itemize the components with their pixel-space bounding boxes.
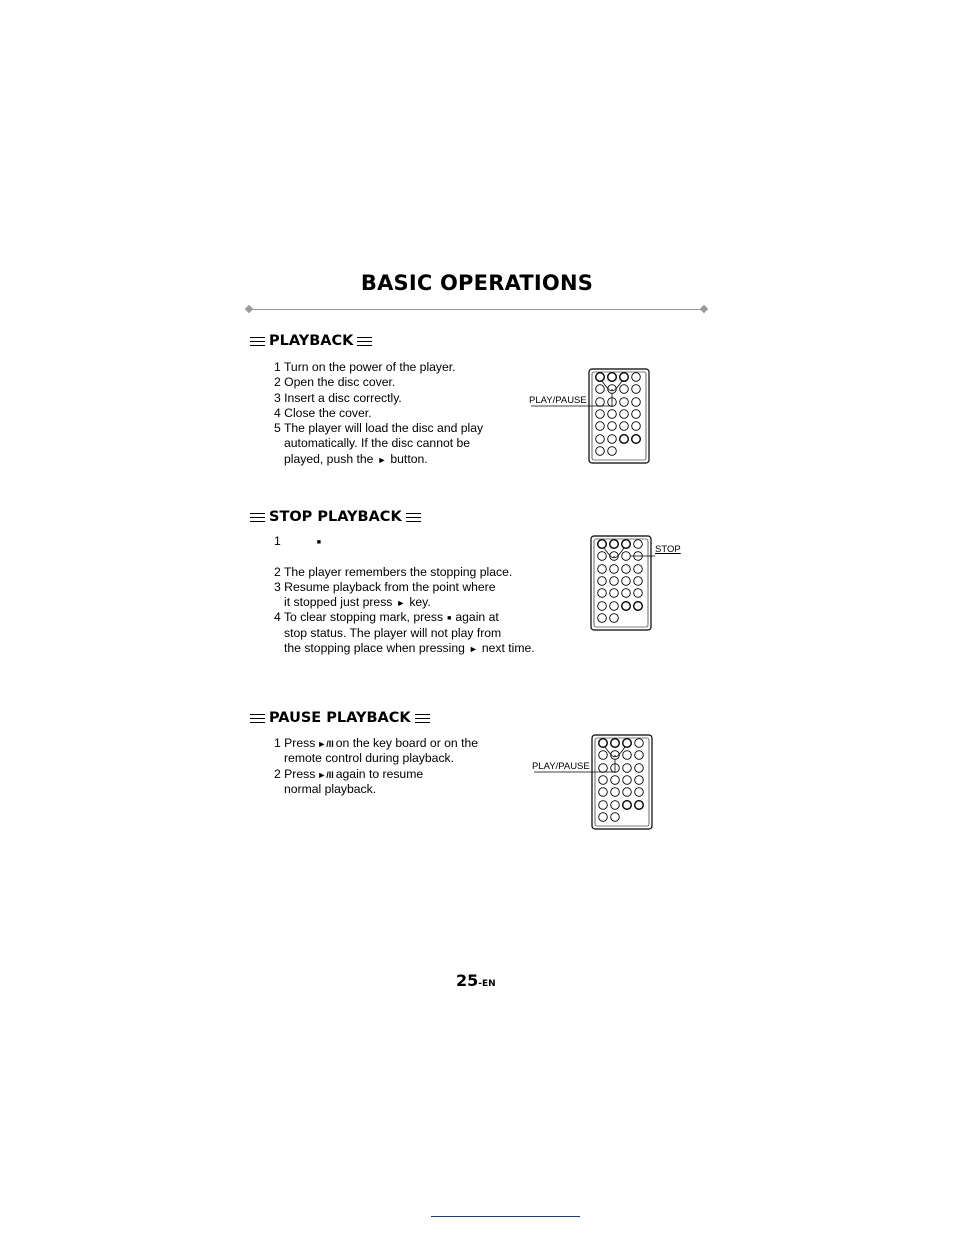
- remote-key: [611, 788, 620, 797]
- remote-key: [634, 602, 643, 611]
- remote-key: [596, 447, 605, 456]
- remote-key: [622, 589, 631, 598]
- remote-key: [622, 577, 631, 586]
- remote-key: [623, 764, 632, 773]
- remote-key: [620, 385, 629, 394]
- remote-key: [599, 801, 608, 810]
- remote-key: [608, 447, 617, 456]
- remote-key: [599, 751, 608, 760]
- remote-key: [634, 577, 643, 586]
- remote-key: [599, 764, 608, 773]
- remote-key: [596, 398, 605, 407]
- step-text: again at: [455, 610, 499, 625]
- remote-key: [623, 739, 632, 748]
- remote-key: [599, 813, 608, 822]
- page-title: BASIC OPERATIONS: [360, 271, 594, 295]
- remote-key: [610, 602, 619, 611]
- step-text: 1 Turn on the power of the player.: [274, 360, 456, 374]
- remote-key: [596, 373, 605, 382]
- remote-key: [596, 422, 605, 431]
- remote-key: [608, 422, 617, 431]
- step-text: next time.: [481, 641, 535, 656]
- step-text: 2 Open the disc cover.: [274, 375, 396, 390]
- step-text: remote control during playback.: [284, 751, 455, 766]
- step-line: [274, 767, 478, 782]
- step-line: [274, 610, 535, 625]
- remote-key: [611, 801, 620, 810]
- remote-key: [635, 751, 644, 760]
- remote-control-illustration: [531, 533, 655, 633]
- step-text: 1 Press: [274, 736, 316, 750]
- remote-key: [622, 540, 631, 549]
- remote-key: [610, 577, 619, 586]
- remote-key: [608, 410, 617, 419]
- section-heading-stop-playback: [250, 507, 421, 527]
- callout-label: PLAY/PAUSE: [529, 395, 587, 406]
- remote-key: [632, 422, 641, 431]
- menu-lines-icon: [415, 713, 430, 723]
- step-text: 4 Close the cover.: [274, 405, 372, 420]
- remote-key: [596, 385, 605, 394]
- step-text: 1: [274, 534, 281, 548]
- remote-key: [620, 422, 629, 431]
- step-text: 4 To clear stopping mark, press: [274, 610, 444, 625]
- menu-lines-icon: [250, 512, 265, 522]
- remote-key: [635, 801, 644, 810]
- menu-lines-icon: [357, 336, 372, 346]
- remote-key: [632, 385, 641, 394]
- step-text: button.: [390, 451, 428, 466]
- page-number-suffix: -EN: [478, 979, 496, 989]
- step-text: key.: [409, 595, 431, 610]
- step-line: [274, 736, 478, 751]
- remote-key: [623, 751, 632, 760]
- remote-key: [634, 540, 643, 549]
- step-text: normal playback.: [284, 781, 377, 796]
- remote-key: [622, 565, 631, 574]
- step-text: automatically. If the disc cannot be: [284, 436, 471, 451]
- remote-key: [599, 739, 608, 748]
- remote-key: [598, 552, 607, 561]
- remote-key: [620, 410, 629, 419]
- remote-key: [632, 398, 641, 407]
- play-pause-icon: ►/II: [317, 739, 334, 749]
- remote-key: [635, 764, 644, 773]
- section-heading-text: PLAYBACK: [269, 333, 354, 349]
- remote-control-illustration: [529, 366, 653, 466]
- step-text: 3 Insert a disc correctly.: [274, 390, 402, 405]
- play-pause-icon: ►/II: [317, 769, 334, 780]
- remote-key: [598, 589, 607, 598]
- page-number: [456, 971, 496, 990]
- remote-key: [635, 788, 644, 797]
- remote-key: [611, 813, 620, 822]
- step-line: [274, 534, 535, 549]
- spacer: [274, 549, 535, 564]
- remote-key: [599, 776, 608, 785]
- remote-key: [608, 373, 617, 382]
- remote-key: [608, 435, 617, 444]
- remote-key: [622, 552, 631, 561]
- stop-icon: ■: [316, 539, 322, 546]
- remote-key: [611, 739, 620, 748]
- remote-key: [598, 577, 607, 586]
- remote-key: [623, 801, 632, 810]
- step-line: [274, 452, 483, 467]
- play-icon: ►: [396, 598, 406, 609]
- pause-playback-steps: [274, 736, 478, 797]
- remote-key: [598, 540, 607, 549]
- stop-icon: ■: [447, 615, 452, 623]
- step-text: it stopped just press: [284, 595, 393, 610]
- step-text: 2 The player remembers the stopping place.: [274, 564, 513, 579]
- remote-control-illustration: [532, 732, 656, 832]
- step-text: stop status. The player will not play from: [284, 625, 502, 640]
- callout-label: PLAY/PAUSE: [532, 761, 590, 772]
- remote-key: [596, 410, 605, 419]
- remote-key: [598, 614, 607, 623]
- step-line: [274, 595, 535, 610]
- divider-diamond-right: [700, 305, 708, 313]
- remote-key: [620, 373, 629, 382]
- remote-key: [596, 435, 605, 444]
- divider-diamond-left: [245, 305, 253, 313]
- remote-key: [632, 373, 641, 382]
- remote-key: [635, 776, 644, 785]
- play-icon: ►: [468, 644, 478, 655]
- remote-key: [634, 589, 643, 598]
- remote-key: [632, 435, 641, 444]
- remote-key: [620, 435, 629, 444]
- remote-key: [599, 788, 608, 797]
- remote-key: [610, 565, 619, 574]
- section-heading-playback: [250, 331, 372, 351]
- step-text: again to resume: [335, 766, 424, 781]
- remote-key: [623, 788, 632, 797]
- step-text: 2 Press: [274, 766, 316, 781]
- play-icon: ►: [377, 454, 387, 465]
- remote-key: [620, 398, 629, 407]
- step-line: [274, 641, 535, 656]
- callout-label: STOP: [655, 544, 681, 555]
- menu-lines-icon: [406, 512, 421, 522]
- playback-steps: [274, 360, 483, 467]
- remote-key: [622, 602, 631, 611]
- menu-lines-icon: [250, 336, 265, 346]
- remote-key: [610, 614, 619, 623]
- remote-key: [632, 410, 641, 419]
- section-heading-pause-playback: [250, 708, 430, 728]
- page-number-value: 25: [456, 971, 479, 990]
- section-heading-text: PAUSE PLAYBACK: [269, 710, 411, 726]
- remote-key: [598, 565, 607, 574]
- remote-key: [634, 565, 643, 574]
- remote-key: [611, 776, 620, 785]
- remote-key: [635, 739, 644, 748]
- section-heading-text: STOP PLAYBACK: [269, 509, 402, 525]
- step-text: 5 The player will load the disc and play: [274, 421, 484, 436]
- step-text: 3 Resume playback from the point where: [274, 579, 496, 594]
- remote-key: [598, 602, 607, 611]
- step-text: on the key board or on the: [335, 736, 479, 750]
- remote-key: [623, 776, 632, 785]
- divider-rule: [250, 309, 704, 310]
- stop-playback-steps: [274, 534, 535, 656]
- remote-key: [610, 540, 619, 549]
- step-text: played, push the: [284, 451, 374, 466]
- step-text: the stopping place when pressing: [284, 641, 465, 656]
- footer-link-rule: [431, 1216, 580, 1217]
- remote-key: [610, 589, 619, 598]
- menu-lines-icon: [250, 713, 265, 723]
